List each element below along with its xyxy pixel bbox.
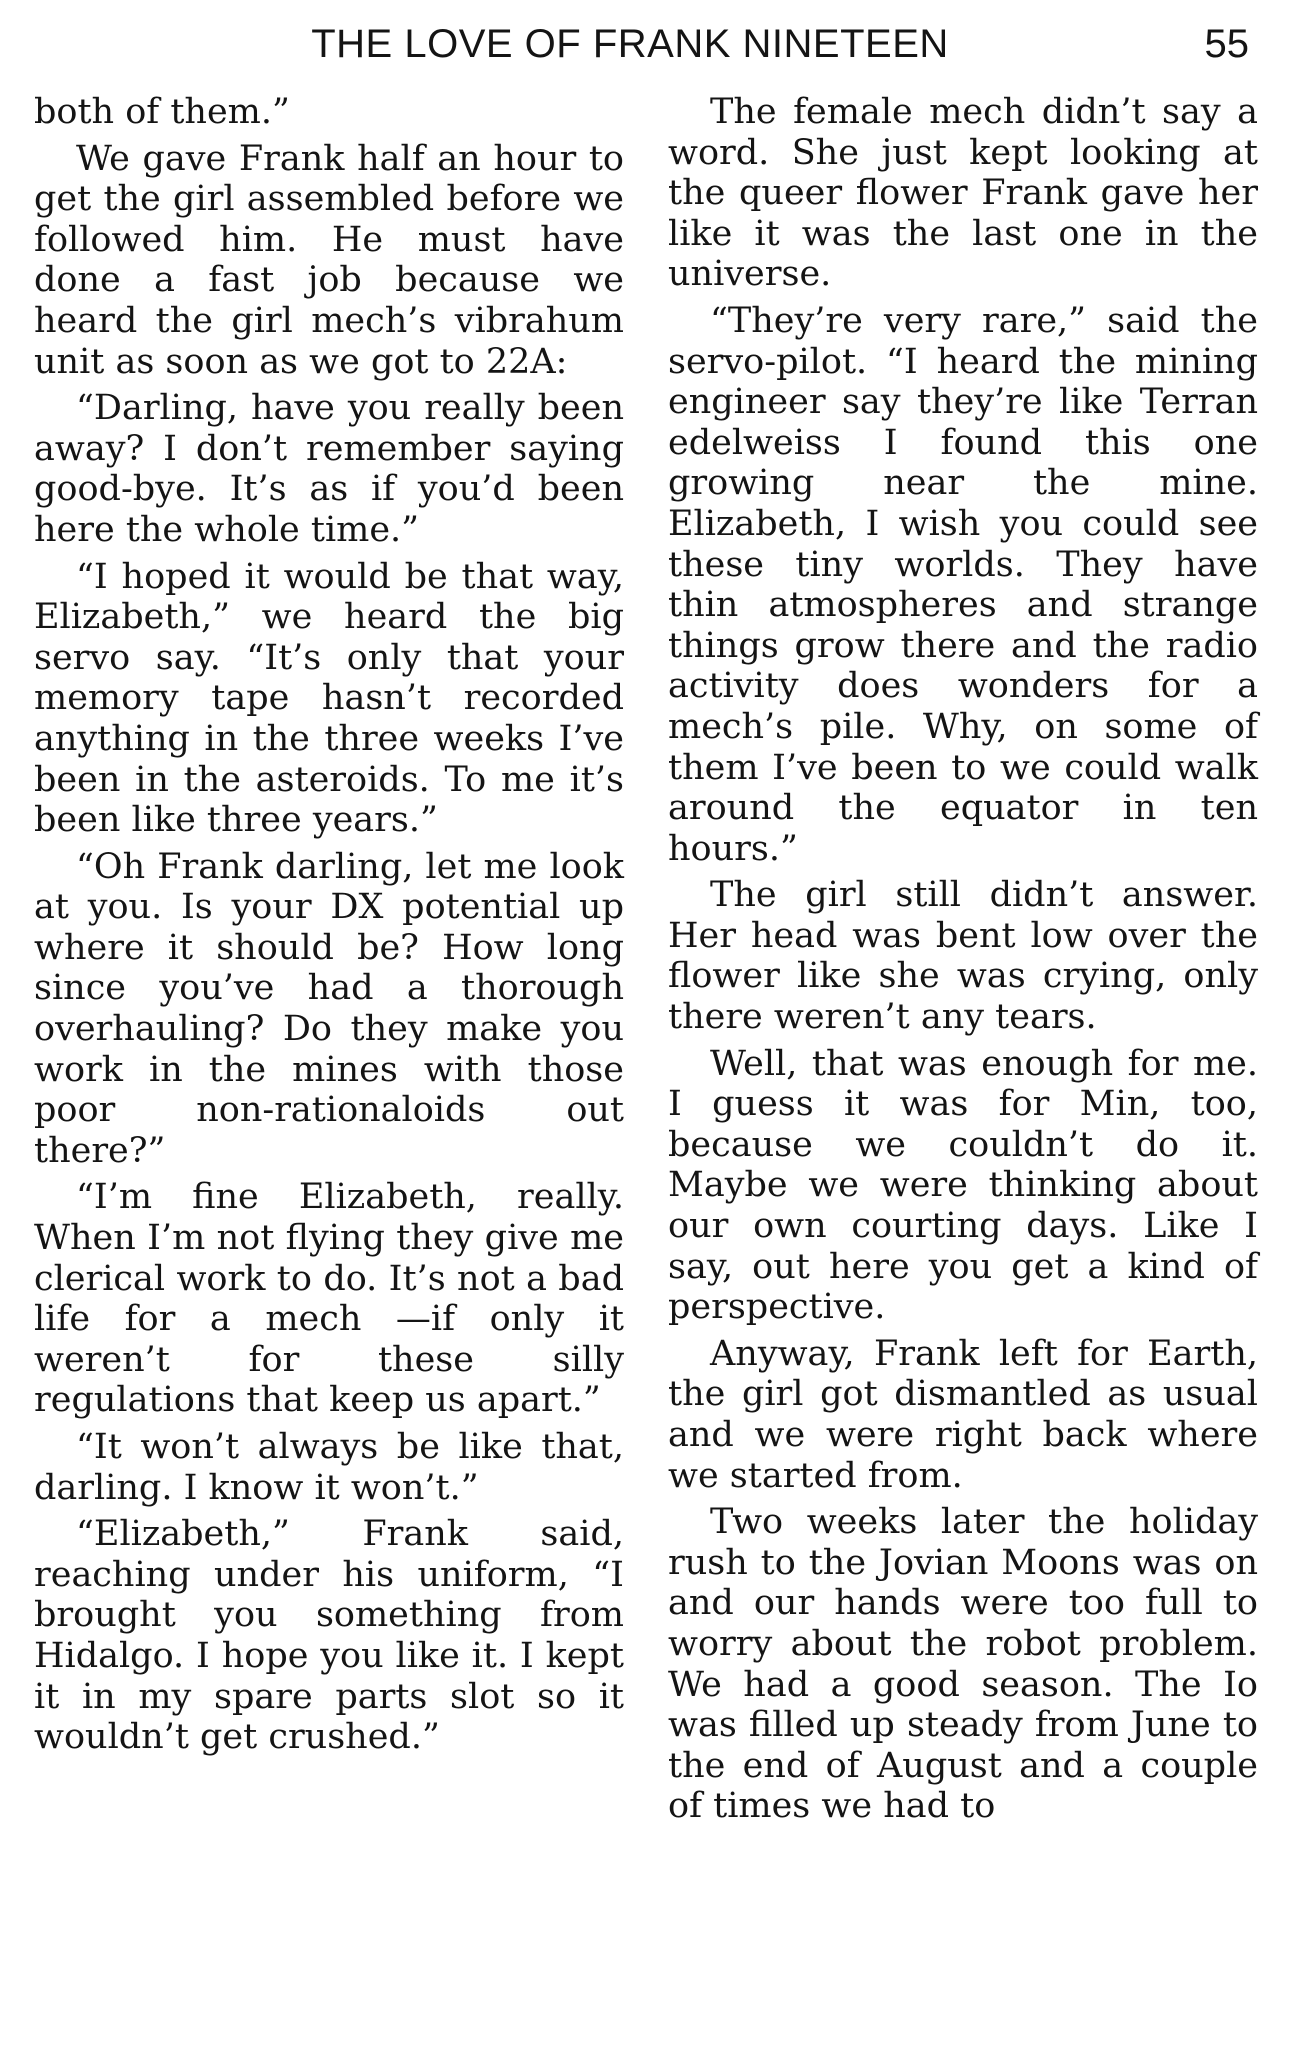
- page-number: 55: [1204, 22, 1249, 66]
- paragraph: We gave Frank half an hour to get the girl assembled before we followed him. He must have done a fast job because we heard the girl mech’s vibrahum unit as soon as we got to 22A:: [34, 138, 624, 382]
- right-column: [668, 92, 1258, 1833]
- paragraph: “Oh Frank darling, let me look at you. Is your DX potential up where it should be? How long since you’ve had a thorough overhauling? Do they make you work in the mines with those poor non-rationaloids out there?”: [34, 846, 624, 1171]
- paragraph: “I’m fine Elizabeth, really. When I’m not flying they give me clerical work to do. It’s not a bad life for a mech —if only it weren’t for these silly regulations that keep us apart.”: [34, 1177, 624, 1421]
- paragraph: The female mech didn’t say a word. She just kept looking at the queer flower Frank gave her like it was the last one in the universe.: [668, 92, 1258, 295]
- running-title: THE LOVE OF FRANK NINETEEN: [311, 22, 949, 66]
- paragraph: “They’re very rare,” said the servo-pilot. “I heard the mining engineer say they’re like Terran edelweiss I found this one growing near the mine. Elizabeth, I wish you could see these tiny worlds. They have thin atmospheres and strange things grow there and the radio activity does wonders for a mech’s pile. Why, on some of them I’ve been to we could walk around the equator in ten hours.”: [668, 300, 1258, 869]
- paragraph: “Darling, have you really been away? I don’t remember saying good-bye. It’s as if you’d been here the whole time.”: [34, 388, 624, 550]
- paragraph: Anyway, Frank left for Earth, the girl got dismantled as usual and we were right back where we started from.: [668, 1333, 1258, 1496]
- left-column: [34, 92, 624, 1764]
- paragraph: “I hoped it would be that way, Elizabeth,” we heard the big servo say. “It’s only that your memory tape hasn’t recorded anything in the three weeks I’ve been in the asteroids. To me it’s been like three years.”: [34, 556, 624, 841]
- paragraph: Two weeks later the holiday rush to the Jovian Moons was on and our hands were too full to worry about the robot problem. We had a good season. The Io was filled up steady from June to the end of August and a couple of times we had to: [668, 1502, 1258, 1827]
- paragraph: The girl still didn’t answer. Her head was bent low over the flower like she was crying, only there weren’t any tears.: [668, 875, 1258, 1038]
- paragraph: “It won’t always be like that, darling. I know it won’t.”: [34, 1427, 624, 1508]
- paragraph: “Elizabeth,” Frank said, reaching under his uniform, “I brought you something from Hidalgo. I hope you like it. I kept it in my spare parts slot so it wouldn’t get crushed.”: [34, 1514, 624, 1758]
- paragraph: both of them.”: [34, 92, 290, 132]
- page-header: [0, 22, 1291, 82]
- paragraph: Well, that was enough for me. I guess it was for Min, too, because we couldn’t do it. Maybe we were thinking about our own courting days. Like I say, out here you get a kind of perspective.: [668, 1043, 1258, 1328]
